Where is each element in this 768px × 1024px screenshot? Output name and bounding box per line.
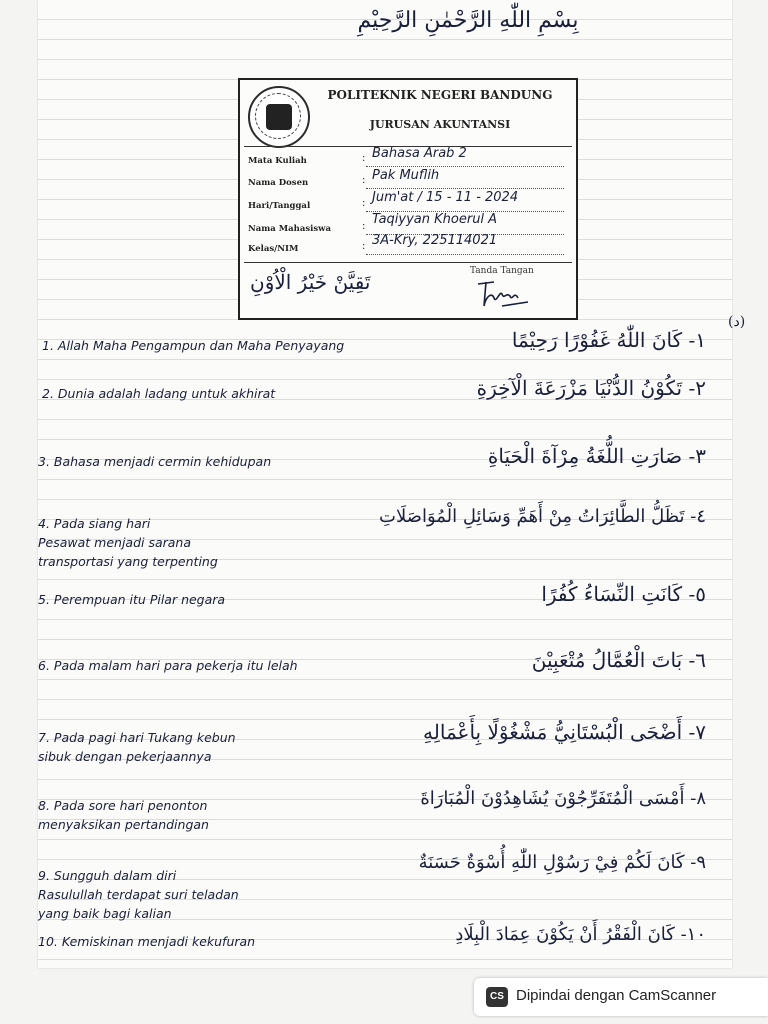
field-label-course: Mata Kuliah (248, 156, 307, 166)
camscanner-icon: CS (486, 987, 508, 1007)
arabic-sentence-9: ٩- كَانَ لَكُمْ فِيْ رَسُوْلِ اللّٰهِ أُسْوَةٌ حَسَنَةٌ (418, 852, 706, 873)
camscanner-text: Dipindai dengan CamScanner (516, 987, 717, 1004)
arabic-sentence-2: ٢- تَكُوْنُ الدُّنْيَا مَزْرَعَةَ الْآخِرَةِ (476, 376, 706, 400)
header-divider-bottom (244, 262, 572, 263)
field-label-student: Nama Mahasiswa (248, 224, 331, 234)
field-value-course: Bahasa Arab 2 (372, 146, 467, 161)
translation-10: 10. Kemiskinan menjadi kekufuran (38, 934, 256, 949)
arabic-sentence-4: ٤- تَظَلُّ الطَّائِرَاتُ مِنْ أَهَمِّ وَسَائِلِ الْمُوَاصَلَاتِ (379, 506, 706, 527)
signature-label: Tanda Tangan (470, 266, 534, 276)
translation-3: 3. Bahasa menjadi cermin kehidupan (38, 454, 272, 469)
translation-6: 6. Pada malam hari para pekerja itu lelah (38, 658, 298, 673)
arabic-sentence-10: ١٠- كَانَ الْفَقْرُ أَنْ يَكُوْنَ عِمَادَ الْبِلَادِ (455, 924, 706, 945)
arabic-sentence-1: ١- كَانَ اللّٰهُ غَفُوْرًا رَحِيْمًا (511, 328, 706, 352)
student-name-arabic: تَقِيَّنْ خَيْرُ الْاُوْنِ (250, 270, 371, 294)
department-name: JURUSAN AKUNTANSI (369, 118, 511, 131)
arabic-sentence-5: ٥- كَانَتِ النِّسَاءُ كُفُرًا (541, 582, 706, 606)
signature-mark (472, 276, 532, 312)
translation-5: 5. Perempuan itu Pilar negara (38, 592, 226, 607)
logo-emblem (266, 104, 292, 130)
field-value-date: Jum'at / 15 - 11 - 2024 (372, 190, 519, 205)
field-label-date: Hari/Tanggal (248, 201, 311, 211)
translation-4: 4. Pada siang hari Pesawat menjadi sarana transportasi yang terpenting (38, 516, 218, 569)
arabic-sentence-7: ٧- أَضْحَى الْبُسْتَانِيُّ مَشْغُوْلًا بِأَعْمَالِهِ (423, 720, 706, 744)
field-value-student: Taqiyyan Khoerul A (372, 212, 498, 227)
section-marker: (د) (728, 314, 746, 330)
field-label-lecturer: Nama Dosen (248, 178, 309, 188)
translation-9: 9. Sungguh dalam diri Rasulullah terdapat suri teladan yang baik bagi kalian (38, 868, 239, 921)
translation-8: 8. Pada sore hari penonton menyaksikan pertandingan (38, 798, 209, 832)
arabic-sentence-6: ٦- بَاتَ الْعُمَّالُ مُتْعَبِيْنَ (531, 648, 706, 672)
notebook-page (38, 0, 746, 968)
basmalah: بِسْمِ اللّٰهِ الرَّحْمٰنِ الرَّحِيْمِ (357, 8, 579, 33)
camscanner-watermark (474, 978, 768, 1016)
field-label-class: Kelas/NIM (248, 244, 299, 254)
translation-1: 1. Allah Maha Pengampun dan Maha Penyayang (42, 338, 345, 353)
translation-2: 2. Dunia adalah ladang untuk akhirat (42, 386, 276, 401)
institution-name: POLITEKNIK NEGERI BANDUNG (327, 88, 553, 102)
arabic-sentence-3: ٣- صَارَتِ اللُّغَةُ مِرْآةَ الْحَيَاةِ (487, 444, 706, 468)
field-value-lecturer: Pak Muflih (372, 168, 440, 183)
institution-logo (248, 86, 310, 148)
arabic-sentence-8: ٨- أَمْسَى الْمُتَفَرِّجُوْنَ يُشَاهِدُوْنَ الْمُبَارَاةَ (420, 788, 706, 809)
assignment-header: POLITEKNIK NEGERI BANDUNG JURUSAN AKUNTANSI Mata Kuliah : Bahasa Arab 2 Nama Dosen : Pak Muflih Hari/Tanggal : Jum'at / 15 - 11 - 2024 Nama Mahasiswa : Taqiyyan Khoerul A Kelas/NIM : 3A-Kry, 225114021 تَقِيَّنْ خَيْرُ الْاُوْنِ Tanda Tangan (238, 78, 578, 320)
field-value-class: 3A-Kry, 225114021 (372, 233, 498, 248)
translation-7: 7. Pada pagi hari Tukang kebun sibuk dengan pekerjaannya (38, 730, 236, 764)
